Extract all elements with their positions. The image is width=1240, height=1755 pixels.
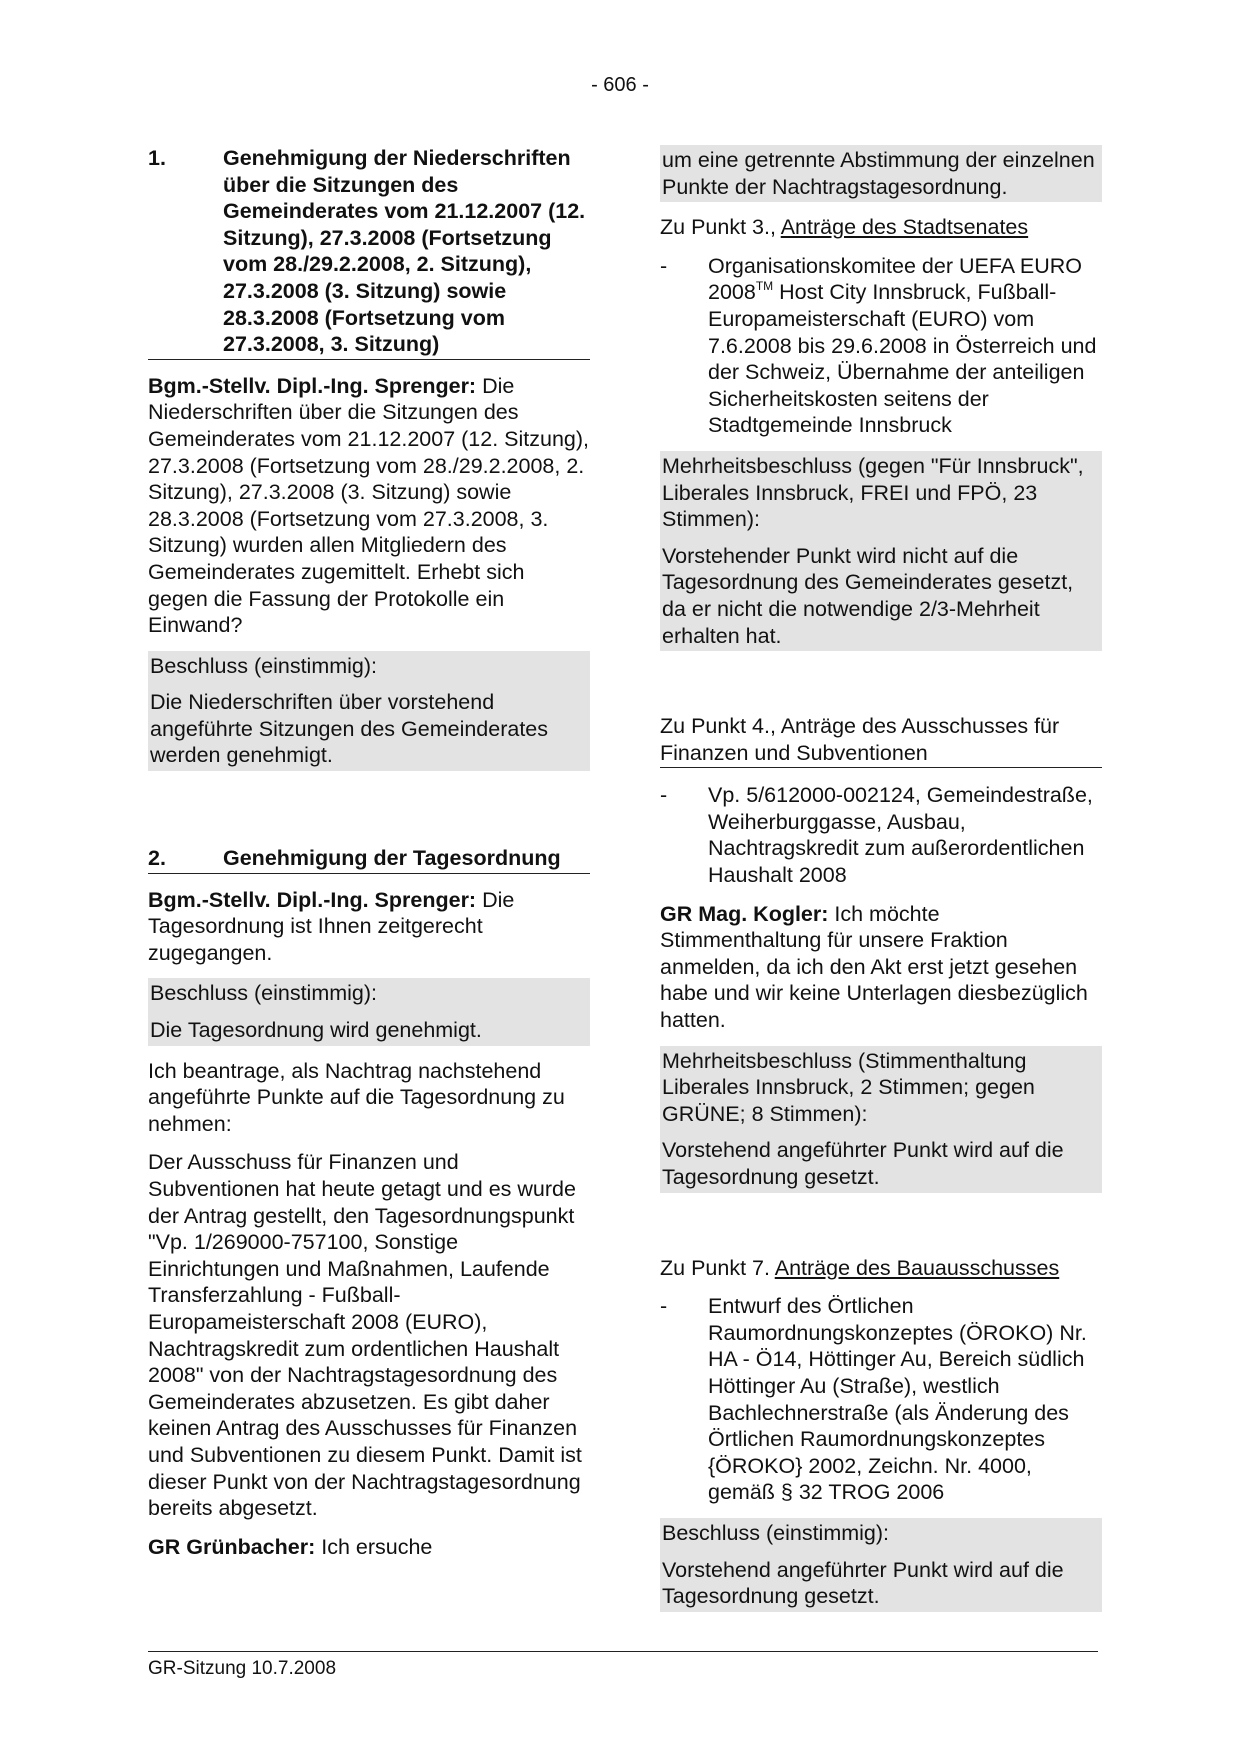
decision-result: Vorstehend angeführter Punkt wird auf die Tagesordnung gesetzt. xyxy=(662,1557,1064,1609)
continuation-text: um eine getrennte Abstimmung der einzelnen Punkte der Nachtragstagesordnung. xyxy=(662,148,1095,199)
section-2-heading xyxy=(148,845,590,874)
section-1-decision-box xyxy=(148,651,590,771)
decision-result: Die Tagesordnung wird genehmigt. xyxy=(150,1018,482,1043)
section-2-decision-box xyxy=(148,978,590,1045)
point-4-item-text: Vp. 5/612000-002124, Gemeindestraße, Weiherburggasse, Ausbau, Nachtragskredit zum außerordentlichen Haushalt 2008 xyxy=(708,783,1093,888)
left-column xyxy=(148,145,590,1572)
section-1-title: Genehmigung der Niederschriften über die Sitzungen des Gemeinderates vom 21.12.2007 (12. Sitzung), 27.3.2008 (Fortsetzung vom 28./29.2.2008, 2. Sitzung), 27.3.2008 (3. Sitzung) sowie 28.3.2008 (Fortsetzung vom 27.3.2008, 3. Sitzung) xyxy=(223,146,586,357)
decision-result: Die Niederschriften über vorstehend angeführte Sitzungen des Gemeinderates werden genehmigt. xyxy=(150,690,549,768)
speaker-name: GR Grünbacher: xyxy=(148,1534,316,1559)
right-column xyxy=(660,145,1102,1624)
decision-label: Mehrheitsbeschluss (Stimmenthaltung Liberales Innsbruck, 2 Stimmen; gegen GRÜNE; 8 Stimmen): xyxy=(662,1048,1035,1126)
section-1-statement xyxy=(148,373,590,639)
decision-label: Mehrheitsbeschluss (gegen "Für Innsbruck", Liberales Innsbruck, FREI und FPÖ, 23 Stimmen): xyxy=(662,453,1084,532)
speech-text: Die Tagesordnung ist Ihnen zeitgerecht zugegangen. xyxy=(148,887,515,965)
decision-result: Vorstehender Punkt wird nicht auf die Tagesordnung des Gemeinderates gesetzt, da er nicht die notwendige 2/3-Mehrheit erhalten hat. xyxy=(662,543,1074,648)
decision-label: Beschluss (einstimmig): xyxy=(150,653,377,678)
point-7-title: Anträge des Bauausschusses xyxy=(774,1255,1060,1280)
decision-label: Beschluss (einstimmig): xyxy=(150,981,377,1006)
point-7-item-text: Entwurf des Örtlichen Raumordnungskonzeptes (ÖROKO) Nr. HA - Ö14, Höttinger Au, Bereich südlich Höttinger Au (Straße), westlich Bachlechnerstraße (als Änderung des Örtlichen Raumordnungskonzeptes {ÖROKO} 2002, Zeichn. Nr. 4000, gemäß § 32 TROG 2006 xyxy=(708,1294,1087,1505)
trademark-sup: TM xyxy=(755,279,774,294)
list-dash: - xyxy=(660,1294,668,1319)
section-2-paragraph-1: Ich beantrage, als Nachtrag nachstehend angeführte Punkte auf die Tagesordnung zu nehmen: xyxy=(148,1058,565,1136)
decision-result: Vorstehend angeführter Punkt wird auf die Tagesordnung gesetzt. xyxy=(662,1138,1064,1189)
continuation-box xyxy=(660,145,1102,202)
point-4-heading: Zu Punkt 4., Anträge des Ausschusses für Finanzen und Subventionen xyxy=(660,713,1102,768)
point-7-item xyxy=(660,1293,1102,1506)
section-2-statement-2 xyxy=(148,1534,590,1561)
point-7-decision-box xyxy=(660,1518,1102,1612)
point-3-heading xyxy=(660,214,1102,241)
section-2-paragraph-2: Der Ausschuss für Finanzen und Subventionen hat heute getagt und es wurde der Antrag gestellt, den Tagesordnungspunkt "Vp. 1/269000-757100, Sonstige Einrichtungen und Maßnahmen, Laufende Transferzahlung - Fußball-Europameisterschaft 2008 (EURO), Nachtragskredit zum ordentlichen Haushalt 2008" von der Nachtragstagesordnung des Gemeinderates abzusetzen. Es gibt daher keinen Antrag des Ausschusses für Finanzen und Subventionen zu diesem Punkt. Damit ist dieser Punkt von der Nachtragstagesordnung bereits abgesetzt. xyxy=(148,1150,582,1521)
point-4-statement xyxy=(660,901,1102,1034)
page-number: - 606 - xyxy=(591,74,649,96)
speech-text: Ich ersuche xyxy=(315,1534,433,1559)
speaker-name: GR Mag. Kogler: xyxy=(660,901,829,926)
point-7-heading xyxy=(660,1255,1102,1282)
speech-text: Ich möchte Stimmenthaltung für unsere Fraktion anmelden, da ich den Akt erst jetzt gesehen habe und wir keine Unterlagen diesbezüglich hatten. xyxy=(660,901,1088,1033)
section-1-number: 1. xyxy=(148,146,166,170)
section-2-number: 2. xyxy=(148,846,166,871)
point-3-title: Anträge des Stadtsenates xyxy=(780,215,1029,240)
section-2-title: Genehmigung der Tagesordnung xyxy=(223,846,561,871)
decision-label: Beschluss (einstimmig): xyxy=(662,1520,889,1545)
list-dash: - xyxy=(660,253,668,278)
speaker-name: Bgm.-Stellv. Dipl.-Ing. Sprenger: xyxy=(148,887,477,912)
point-3-prefix: Zu Punkt 3., xyxy=(660,215,781,240)
speech-text: Die Niederschriften über die Sitzungen des Gemeinderates vom 21.12.2007 (12. Sitzung), 27.3.2008 (Fortsetzung vom 28./29.2.2008, 2. Sitzung), 27.3.2008 (3. Sitzung) sowie 28.3.2008 (Fortsetzung vom 27.3.2008, 3. Sitzung) wurden allen Mitgliedern des Gemeinderates zugemittelt. Erhebt sich gegen die Fassung der Protokolle ein Einwand? xyxy=(148,373,590,638)
section-2-statement xyxy=(148,887,590,967)
speaker-name: Bgm.-Stellv. Dipl.-Ing. Sprenger: xyxy=(148,373,477,398)
point-3-decision-box xyxy=(660,451,1102,651)
section-1-heading xyxy=(148,145,590,360)
item-text-start: Organisationskomitee der UEFA EURO 2008 xyxy=(708,253,1083,305)
point-3-item-text xyxy=(708,253,1102,439)
point-7-prefix: Zu Punkt 7. xyxy=(660,1255,775,1280)
point-4-decision-box xyxy=(660,1046,1102,1193)
item-text-end: Host City Innsbruck, Fußball-Europameisterschaft (EURO) vom 7.6.2008 bis 29.6.2008 in Österreich und der Schweiz, Übernahme der anteiligen Sicherheitskosten seitens der Stadtgemeinde Innsbruck xyxy=(708,280,1097,438)
page-footer: GR-Sitzung 10.7.2008 xyxy=(148,1651,1098,1683)
point-4-item xyxy=(660,782,1102,888)
list-dash: - xyxy=(660,783,668,808)
point-3-item xyxy=(660,253,1102,439)
